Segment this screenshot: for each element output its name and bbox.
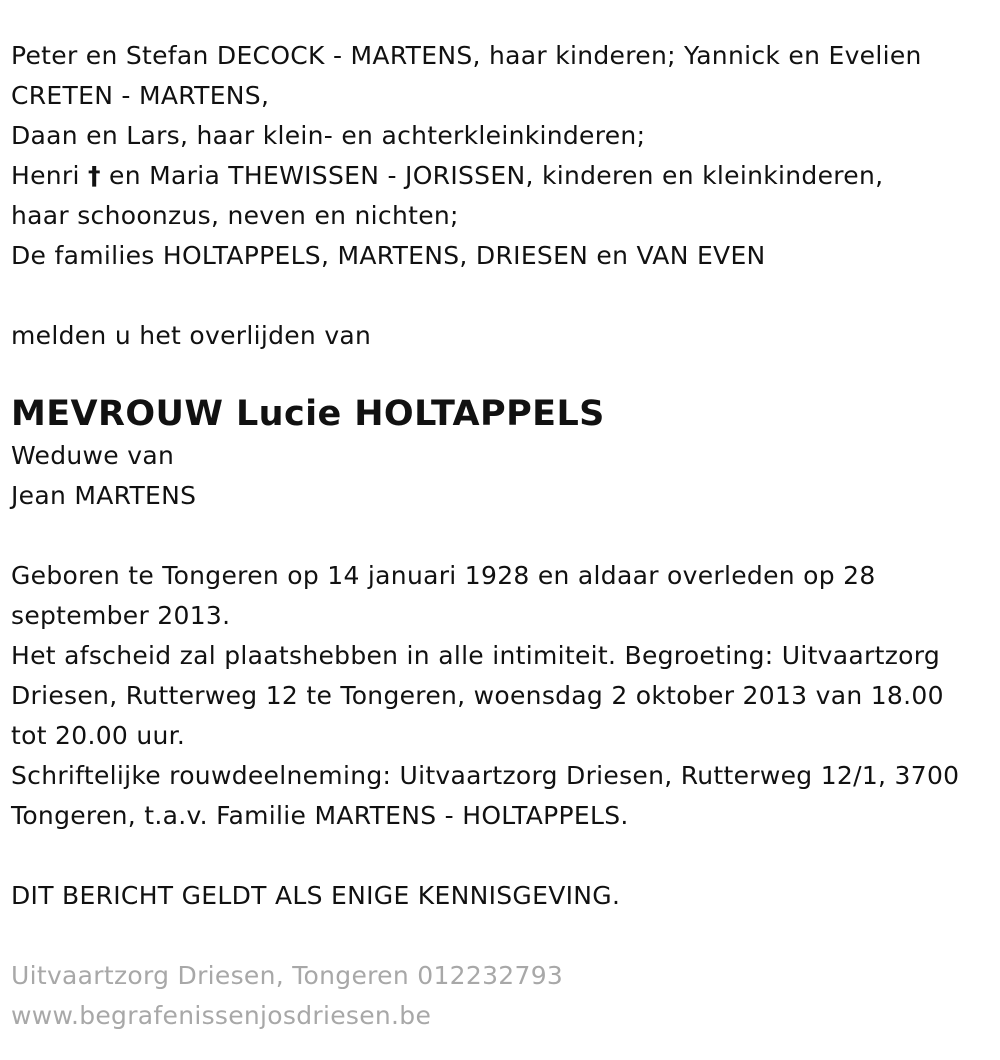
deceased-name: MEVROUW Lucie HOLTAPPELS [11, 394, 605, 434]
announcer-line: haar schoonzus, neven en nichten; [11, 201, 459, 230]
spacer [11, 516, 996, 556]
announcer-name-henri: Henri [11, 161, 88, 190]
announcer-line [11, 156, 996, 196]
website-link[interactable]: www.begrafenissenjosdriesen.be [11, 1001, 432, 1030]
announcer-line: Peter en Stefan DECOCK - MARTENS, haar kinderen; Yannick en Evelien [11, 41, 922, 70]
farewell-text: Driesen, Rutterweg 12 te Tongeren, woensdag 2 oktober 2013 van 18.00 [11, 681, 944, 710]
cross-icon: † [88, 161, 101, 190]
announcer-line-rest: en Maria THEWISSEN - JORISSEN, kinderen en kleinkinderen, [100, 161, 884, 190]
farewell-text: Het afscheid zal plaatshebben in alle intimiteit. Begroeting: Uitvaartzorg [11, 641, 941, 670]
funeral-home-contact: Uitvaartzorg Driesen, Tongeren 012232793 [11, 961, 564, 990]
spacer [11, 356, 996, 392]
spouse-name: Jean MARTENS [11, 481, 197, 510]
announcer-line: CRETEN - MARTENS, [11, 81, 270, 110]
spacer [11, 276, 996, 316]
announcer-line: Daan en Lars, haar klein- en achterkleinkinderen; [11, 121, 646, 150]
widow-of-label: Weduwe van [11, 441, 175, 470]
spacer [11, 916, 996, 956]
details-block [11, 556, 996, 836]
announcers-block [11, 36, 996, 276]
intro-text: melden u het overlijden van [11, 321, 372, 350]
condolence-text: Schriftelijke rouwdeelneming: Uitvaartzorg Driesen, Rutterweg 12/1, 3700 [11, 761, 960, 790]
birth-death-text: september 2013. [11, 601, 231, 630]
deceased-block [11, 392, 996, 516]
announcer-line: De families HOLTAPPELS, MARTENS, DRIESEN en VAN EVEN [11, 241, 766, 270]
footer [11, 956, 996, 1036]
spacer [11, 836, 996, 876]
farewell-text: tot 20.00 uur. [11, 721, 186, 750]
death-notice [11, 36, 996, 1036]
condolence-text: Tongeren, t.a.v. Familie MARTENS - HOLTAPPELS. [11, 801, 629, 830]
notice-text: DIT BERICHT GELDT ALS ENIGE KENNISGEVING. [11, 881, 621, 910]
birth-death-text: Geboren te Tongeren op 14 januari 1928 en aldaar overleden op 28 [11, 561, 876, 590]
